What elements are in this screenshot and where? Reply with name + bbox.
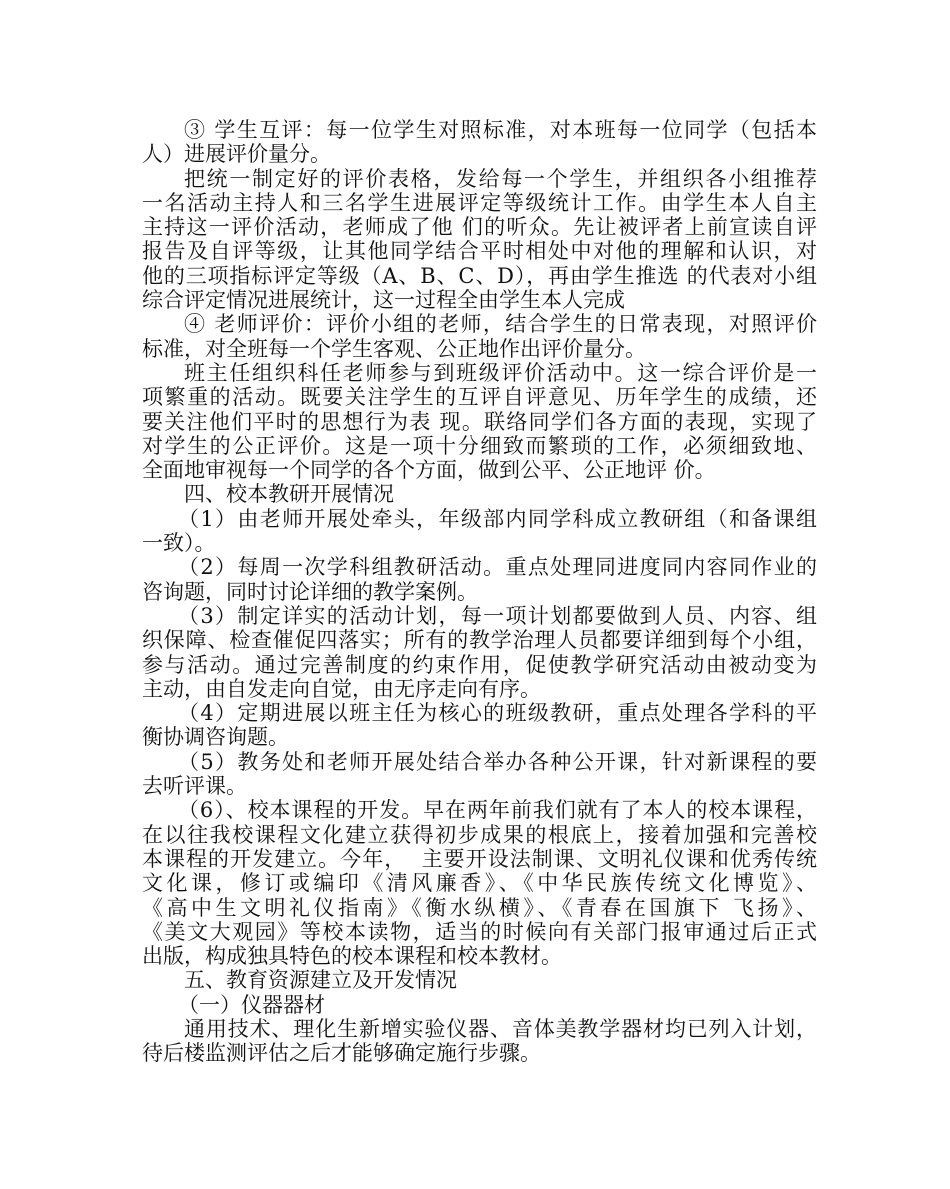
text-line: 要关注他们平时的思想行为表 现。联络同学们各方面的表现，实现了 (142, 409, 817, 434)
text-line: （5）教务处和老师开展处结合举办各种公开课，针对新课程的要 (178, 749, 817, 774)
text-line: ④ 老师评价：评价小组的老师，结合学生的日常表现，对照评价 (184, 312, 817, 337)
text-line: 项繁重的活动。既要关注学生的互评自评意见、历年学生的成绩，还 (142, 385, 817, 410)
text-line: （2）每周一次学科组教研活动。重点处理同进度同内容同作业的 (178, 555, 817, 580)
text-line: （6）、校本课程的开发。早在两年前我们就有了本人的校本课程， (178, 798, 817, 823)
text-line: 文化课，修订或编印《清风廉香》、《中华民族传统文化博览》、 (142, 871, 817, 896)
text-line: 在以往我校课程文化建立获得初步成果的根底上，接着加强和完善校 (142, 822, 817, 847)
text-line: 标准，对全班每一个学生客观、公正地作出评价量分。 (142, 336, 646, 361)
text-line: （1）由老师开展处牵头，年级部内同学科成立教研组（和备课组 (178, 506, 817, 531)
text-line: 待后楼监测评估之后才能够确定施行步骤。 (142, 1041, 541, 1066)
document-body (142, 118, 817, 1066)
text-line: 一致）。 (142, 531, 216, 556)
text-line: 织保障、检查催促四落实；所有的教学治理人员都要详细到每个小组， (142, 628, 817, 653)
text-line: 人）进展评价量分。 (142, 142, 331, 167)
text-line: 通用技术、理化生新增实验仪器、音体美教学器材均已列入计划， (184, 1016, 817, 1041)
text-line: 主持这一评价活动，老师成了他 们的听众。先让被评者上前宣读自评 (142, 215, 817, 240)
text-line: 《美文大观园》等校本读物，适当的时候向有关部门报审通过后正式 (142, 919, 817, 944)
text-line: 报告及自评等级，让其他同学结合平时相处中对他的理解和认识，对 (142, 239, 817, 264)
text-line: 衡协调咨询题。 (142, 725, 289, 750)
text-line: （3）制定详实的活动计划，每一项计划都要做到人员、内容、组 (178, 603, 817, 628)
text-line: 班主任组织科任老师参与到班级评价活动中。这一综合评价是一 (184, 360, 817, 385)
text-line: 咨询题，同时讨论详细的教学案例。 (142, 579, 478, 604)
text-line: 四、校本教研开展情况 (184, 482, 394, 507)
text-line: 去听评课。 (142, 774, 247, 799)
text-line: 一名活动主持人和三名学生进展评定等级统计工作。由学生本人自主 (142, 190, 817, 215)
text-line: 参与活动。通过完善制度的约束作用，促使教学研究活动由被动变为 (142, 652, 817, 677)
text-line: 综合评定情况进展统计，这一过程全由学生本人完成 (142, 288, 625, 313)
text-line: ③ 学生互评：每一位学生对照标准，对本班每一位同学（包括本 (184, 118, 817, 142)
text-line: 《高中生文明礼仪指南》《衡水纵横》、《青春在国旗下 飞扬》、 (142, 895, 817, 920)
text-line: 主动，由自发走向自觉，由无序走向有序。 (142, 676, 541, 701)
text-line: 把统一制定好的评价表格，发给每一个学生，并组织各小组推荐 (184, 166, 817, 191)
text-line: （4）定期进展以班主任为核心的班级教研，重点处理各学科的平 (178, 701, 817, 726)
text-line: 出版，构成独具特色的校本课程和校本教材。 (142, 944, 562, 969)
text-line: 本课程的开发建立。今年， 主要开设法制课、文明礼仪课和优秀传统 (142, 846, 817, 871)
text-line: 对学生的公正评价。这是一项十分细致而繁琐的工作，必须细致地、 (142, 433, 817, 458)
text-line: 他的三项指标评定等级（A、B、C、D），再由学生推选 的代表对小组 (142, 263, 817, 288)
text-line: 五、教育资源建立及开发情况 (184, 968, 457, 993)
text-line: 全面地审视每一个同学的各个方面，做到公平、公正地评 价。 (142, 458, 716, 483)
text-line: （一）仪器器材 (178, 992, 325, 1017)
